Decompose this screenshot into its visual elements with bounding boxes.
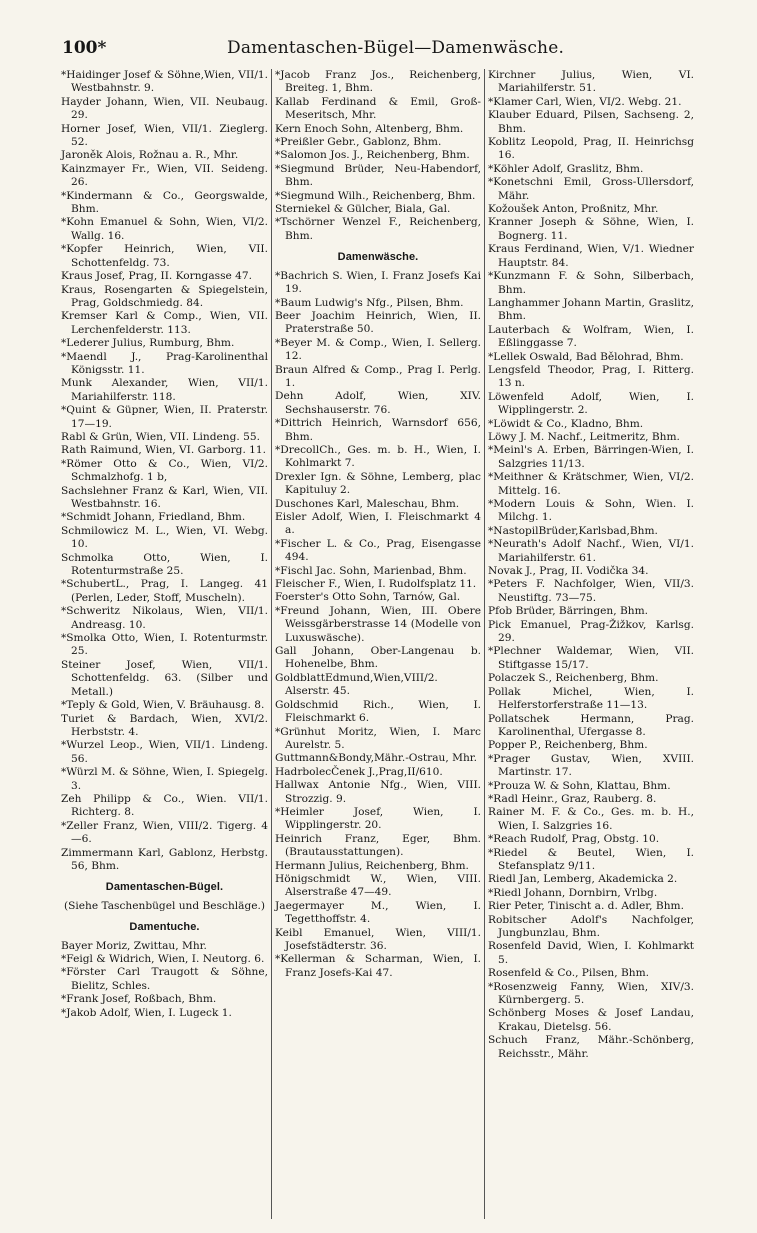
directory-entry: *Kohn Emanuel & Sohn, Wien, VI/2. Wallg. 16. xyxy=(61,216,268,242)
directory-entry: Kern Enoch Sohn, Altenberg, Bhm. xyxy=(275,122,464,135)
directory-entry: *Tschörner Wenzel F., Reichenberg, Bhm. xyxy=(275,216,481,242)
directory-entry: *Rosenzweig Fanny, Wien, XIV/3. Kürnbergerg. 5. xyxy=(488,980,694,1007)
directory-entry: Rath Raimund, Wien, VI. Garborg. 11. xyxy=(61,444,267,457)
directory-entry: Duschones Karl, Maleschau, Bhm. xyxy=(275,497,460,510)
directory-entry: *Kindermann & Co., Georgswalde, Bhm. xyxy=(61,189,268,216)
directory-entry: Steiner Josef, Wien, VII/1. Schottenfeldg. 63. (Silber und Metall.) xyxy=(61,658,268,698)
directory-entry: *Siegmund Wilh., Reichenberg, Bhm. xyxy=(275,189,476,202)
directory-entry: Rosenfeld & Co., Pilsen, Bhm. xyxy=(488,967,649,980)
directory-entry: *Grünhut Moritz, Wien, I. Marc Aurelstr. 5. xyxy=(275,725,481,751)
directory-entry: *Quint & Güpner, Wien, II. Praterstr. 17—19. xyxy=(61,404,268,430)
directory-entry: *Frank Josef, Roßbach, Bhm. xyxy=(61,993,217,1006)
directory-entry: Robitscher Adolf's Nachfolger, Jungbunzlau, Bhm. xyxy=(488,913,694,939)
directory-entry: Pick Emanuel, Prag-Žižkov, Karlsg. 29. xyxy=(488,618,694,645)
directory-entry: Kranner Joseph & Söhne, Wien, I. Bognerg. 11. xyxy=(488,216,694,242)
directory-entry: *Freund Johann, Wien, III. Obere Weissgärberstrasse 14 (Modelle von Luxuswäsche). xyxy=(275,604,481,644)
directory-entry: Langhammer Johann Martin, Graslitz, Bhm. xyxy=(488,296,694,323)
directory-entry: Heinrich Franz, Eger, Bhm. (Brautausstattungen). xyxy=(275,832,481,859)
directory-entry: *Baum Ludwig's Nfg., Pilsen, Bhm. xyxy=(275,296,464,309)
directory-entry: *Jakob Adolf, Wien, I. Lugeck 1. xyxy=(61,1006,232,1019)
directory-entry: *NastopilBrüder,Karlsbad,Bhm. xyxy=(488,524,658,537)
directory-entry: Schönberg Moses & Josef Landau, Krakau, Dietelsg. 56. xyxy=(488,1007,694,1033)
directory-entry: Kallab Ferdinand & Emil, Groß-Meseritsch, Mhr. xyxy=(275,95,481,122)
directory-entry: Turiet & Bardach, Wien, XVI/2. Herbststr. 4. xyxy=(61,712,268,738)
directory-entry: *Feigl & Widrich, Wien, I. Neutorg. 6. xyxy=(61,953,265,965)
directory-entry: *Schweritz Nikolaus, Wien, VII/1. Andreasg. 10. xyxy=(61,605,268,631)
directory-entry: Löwenfeld Adolf, Wien, I. Wipplingerstr. 2. xyxy=(488,390,694,417)
directory-entry: *Lellek Oswald, Bad Bělohrad, Bhm. xyxy=(488,350,684,363)
directory-entry: *Konetschni Emil, Gross-Ullersdorf, Mähr. xyxy=(488,176,694,202)
directory-entry: Fleischer F., Wien, I. Rudolfsplatz 11. xyxy=(275,578,477,591)
directory-entry: *Peters F. Nachfolger, Wien, VII/3. Neustiftg. 73—75. xyxy=(488,578,694,604)
directory-entry: *Haidinger Josef & Söhne,Wien, VII/1. Westbahnstr. 9. xyxy=(61,69,268,95)
directory-entry: *Jacob Franz Jos., Reichenberg, Breiteg. 1, Bhm. xyxy=(275,69,481,95)
directory-entry: *Schmidt Johann, Friedland, Bhm. xyxy=(61,511,246,524)
directory-entry: Kraus Ferdinand, Wien, V/1. Wiedner Hauptstr. 84. xyxy=(488,243,694,269)
directory-entry: *Förster Carl Traugott & Söhne, Bielitz, Schles. xyxy=(61,966,268,992)
directory-entry: *Beyer M. & Comp., Wien, I. Sellerg. 12. xyxy=(275,336,481,363)
directory-entry: Riedl Jan, Lemberg, Akademicka 2. xyxy=(488,873,678,886)
directory-entry: Braun Alfred & Comp., Prag I. Perlg. 1. xyxy=(275,363,481,389)
page-number: 100* xyxy=(62,38,107,58)
directory-entry: Pollak Michel, Wien, I. Helferstorferstraße 11—13. xyxy=(488,685,694,712)
directory-entry: Hayder Johann, Wien, VII. Neubaug. 29. xyxy=(61,95,268,122)
directory-entry: Jaegermayer M., Wien, I. Tegetthoffstr. 4. xyxy=(275,899,481,926)
directory-entry: *Radl Heinr., Graz, Rauberg. 8. xyxy=(488,792,657,805)
directory-entry: HadrbolecČenek J.,Prag,II/610. xyxy=(275,765,443,778)
directory-entry: Jaroněk Alois, Rožnau a. R., Mhr. xyxy=(61,149,239,162)
directory-entry: Horner Josef, Wien, VII/1. Zieglerg. 52. xyxy=(61,122,268,149)
page-header xyxy=(62,38,712,62)
directory-entry: *Kopfer Heinrich, Wien, VII. Schottenfeldg. 73. xyxy=(61,243,268,269)
directory-entry: *Fischer L. & Co., Prag, Eisengasse 494. xyxy=(275,537,481,564)
directory-entry: Schuch Franz, Mähr.-Schönberg, Reichsstr., Mähr. xyxy=(488,1034,694,1060)
directory-entry: GoldblattEdmund,Wien,VIII/2. Alserstr. 45. xyxy=(275,671,438,698)
directory-entry: Pollatschek Hermann, Prag. Karolinenthal, Ufergasse 8. xyxy=(488,712,694,738)
section-heading: Damentaschen-Bügel. xyxy=(105,881,224,894)
directory-entry: Sachslehner Franz & Karl, Wien, VII. Westbahnstr. 16. xyxy=(61,484,268,510)
directory-entry: *Klamer Carl, Wien, VI/2. Webg. 21. xyxy=(488,95,682,108)
directory-entry: *Siegmund Brüder, Neu-Habendorf, Bhm. xyxy=(275,162,481,189)
directory-entry: Löwy J. M. Nachf., Leitmeritz, Bhm. xyxy=(488,430,680,443)
directory-entry: Pfob Brüder, Bärringen, Bhm. xyxy=(488,605,649,618)
directory-entry: Lengsfeld Theodor, Prag, I. Ritterg. 13 n. xyxy=(488,363,694,390)
directory-entry: Hallwax Antonie Nfg., Wien, VIII. Strozzig. 9. xyxy=(275,779,481,805)
directory-entry: Kožoušek Anton, Proßnitz, Mhr. xyxy=(488,203,659,216)
directory-entry: Beer Joachim Heinrich, Wien, II. Praterstraße 50. xyxy=(275,309,481,336)
directory-columns xyxy=(58,69,698,1219)
column-middle xyxy=(271,69,484,1219)
directory-entry: *DrecollCh., Ges. m. b. H., Wien, I. Kohlmarkt 7. xyxy=(275,443,481,470)
directory-entry: Gall Johann, Ober-Langenau b. Hohenelbe, Bhm. xyxy=(275,645,481,671)
directory-entry: *Bachrich S. Wien, I. Franz Josefs Kai 19. xyxy=(275,269,481,296)
directory-entry: Schmilowicz M. L., Wien, VI. Webg. 10. xyxy=(61,524,268,551)
directory-entry: Rabl & Grün, Wien, VII. Lindeng. 55. xyxy=(61,430,260,443)
directory-entry: Sterniekel & Gülcher, Biala, Gal. xyxy=(275,203,451,216)
directory-entry: *Zeller Franz, Wien, VIII/2. Tigerg. 4—6. xyxy=(61,819,268,846)
directory-entry: *Fischl Jac. Sohn, Marienbad, Bhm. xyxy=(275,564,467,577)
directory-entry: *Salomon Jos. J., Reichenberg, Bhm. xyxy=(275,149,470,162)
section-note: (Siehe Taschenbügel und Beschläge.) xyxy=(63,899,266,912)
directory-entry: *Meinl's A. Erben, Bärringen-Wien, I. Salzgries 11/13. xyxy=(488,444,694,470)
directory-entry: Hermann Julius, Reichenberg, Bhm. xyxy=(275,859,469,872)
directory-entry: Hönigschmidt W., Wien, VIII. Alserstraße 47—49. xyxy=(275,872,481,899)
directory-entry: *Löwidt & Co., Kladno, Bhm. xyxy=(488,417,644,430)
directory-entry: *Preißler Gebr., Gablonz, Bhm. xyxy=(275,136,442,149)
directory-entry: *Plechner Waldemar, Wien, VII. Stiftgasse 15/17. xyxy=(488,645,694,671)
directory-entry: *Würzl M. & Söhne, Wien, I. Spiegelg. 3. xyxy=(61,766,268,792)
directory-entry: Klauber Eduard, Pilsen, Sachseng. 2, Bhm. xyxy=(488,109,694,135)
directory-entry: *Heimler Josef, Wien, I. Wipplingerstr. 20. xyxy=(275,805,481,832)
directory-entry: *Prager Gustav, Wien, XVIII. Martinstr. 17. xyxy=(488,752,694,779)
directory-entry: Goldschmid Rich., Wien, I. Fleischmarkt 6. xyxy=(275,698,481,725)
directory-entry: Schmolka Otto, Wien, I. Rotenturmstraße 25. xyxy=(61,551,268,578)
directory-entry: Dehn Adolf, Wien, XIV. Sechshauserstr. 76. xyxy=(275,390,481,416)
directory-entry: *Lederer Julius, Rumburg, Bhm. xyxy=(61,337,235,350)
directory-entry: Kainzmayer Fr., Wien, VII. Seideng. 26. xyxy=(61,162,268,189)
directory-entry: Foerster's Otto Sohn, Tarnów, Gal. xyxy=(275,591,461,604)
directory-entry: Kraus, Rosengarten & Spiegelstein, Prag, Goldschmiedg. 84. xyxy=(61,283,268,309)
directory-entry: *SchubertL., Prag, I. Langeg. 41 (Perlen, Leder, Stoff, Muscheln). xyxy=(61,578,268,604)
column-right xyxy=(484,69,697,1219)
directory-entry: *Köhler Adolf, Graslitz, Bhm. xyxy=(488,162,644,175)
directory-entry: *Kellerman & Scharman, Wien, I. Franz Josefs-Kai 47. xyxy=(275,953,481,979)
directory-entry: *Römer Otto & Co., Wien, VI/2. Schmalzhofg. 1 b, xyxy=(61,457,268,484)
directory-entry: *Teply & Gold, Wien, V. Bräuhausg. 8. xyxy=(61,699,265,712)
directory-entry: Munk Alexander, Wien, VII/1. Mariahilferstr. 118. xyxy=(61,377,268,403)
section-heading: Damenwäsche. xyxy=(337,251,419,264)
directory-entry: Lauterbach & Wolfram, Wien, I. Eßlinggasse 7. xyxy=(488,323,694,350)
directory-entry: *Maendl J., Prag-Karolinenthal Königsstr. 11. xyxy=(61,350,268,376)
directory-entry: *Riedl Johann, Dornbirn, Vrlbg. xyxy=(488,886,658,899)
directory-entry: Zeh Philipp & Co., Wien. VII/1. Richterg. 8. xyxy=(61,792,268,819)
directory-entry: Kremser Karl & Comp., Wien, VII. Lerchenfelderstr. 113. xyxy=(61,310,268,336)
directory-entry: *Dittrich Heinrich, Warnsdorf 656, Bhm. xyxy=(275,417,481,443)
directory-entry: Popper P., Reichenberg, Bhm. xyxy=(488,739,648,752)
page-title: Damentaschen-Bügel—Damenwäsche. xyxy=(227,38,565,58)
directory-entry: *Riedel & Beutel, Wien, I. Stefansplatz 9/11. xyxy=(488,846,694,872)
column-left xyxy=(58,69,271,1219)
directory-entry: Rier Peter, Tinischt a. d. Adler, Bhm. xyxy=(488,900,684,913)
directory-entry: *Kunzmann F. & Sohn, Silberbach, Bhm. xyxy=(488,270,694,296)
directory-entry: Guttmann&Bondy,Mähr.-Ostrau, Mhr. xyxy=(275,752,478,765)
directory-entry: Zimmermann Karl, Gablonz, Herbstg. 56, Bhm. xyxy=(61,846,268,872)
directory-entry: Bayer Moriz, Zwittau, Mhr. xyxy=(61,939,207,952)
directory-entry: *Wurzel Leop., Wien, VII/1. Lindeng. 56. xyxy=(61,739,268,765)
section-heading: Damentuche. xyxy=(129,921,200,934)
directory-entry: Kirchner Julius, Wien, VI. Mariahilferstr. 51. xyxy=(488,69,694,95)
directory-entry: Rosenfeld David, Wien, I. Kohlmarkt 5. xyxy=(488,940,694,966)
directory-entry: *Modern Louis & Sohn, Wien. I. Milchg. 1. xyxy=(488,498,694,524)
directory-entry: *Meithner & Krätschmer, Wien, VI/2. Mittelg. 16. xyxy=(488,471,694,497)
directory-entry: Drexler Ign. & Söhne, Lemberg, plac Kapituluy 2. xyxy=(275,470,481,497)
directory-entry: Koblitz Leopold, Prag, II. Heinrichsg 16. xyxy=(488,136,694,162)
directory-entry: Eisler Adolf, Wien, I. Fleischmarkt 4 a. xyxy=(275,511,481,537)
directory-entry: Kraus Josef, Prag, II. Korngasse 47. xyxy=(61,270,253,283)
directory-entry: *Reach Rudolf, Prag, Obstg. 10. xyxy=(488,833,660,846)
directory-entry: Rainer M. F. & Co., Ges. m. b. H., Wien, I. Salzgries 16. xyxy=(488,806,694,832)
directory-entry: *Prouza W. & Sohn, Klattau, Bhm. xyxy=(488,779,671,792)
directory-entry: Keibl Emanuel, Wien, VIII/1. Josefstädterstr. 36. xyxy=(275,926,481,952)
directory-entry: Polaczek S., Reichenberg, Bhm. xyxy=(488,672,659,685)
directory-entry: *Smolka Otto, Wien, I. Rotenturmstr. 25. xyxy=(61,632,268,658)
directory-entry: *Neurath's Adolf Nachf., Wien, VI/1. Mariahilferstr. 61. xyxy=(488,538,694,564)
directory-entry: Novak J., Prag, II. Vodička 34. xyxy=(488,565,649,578)
